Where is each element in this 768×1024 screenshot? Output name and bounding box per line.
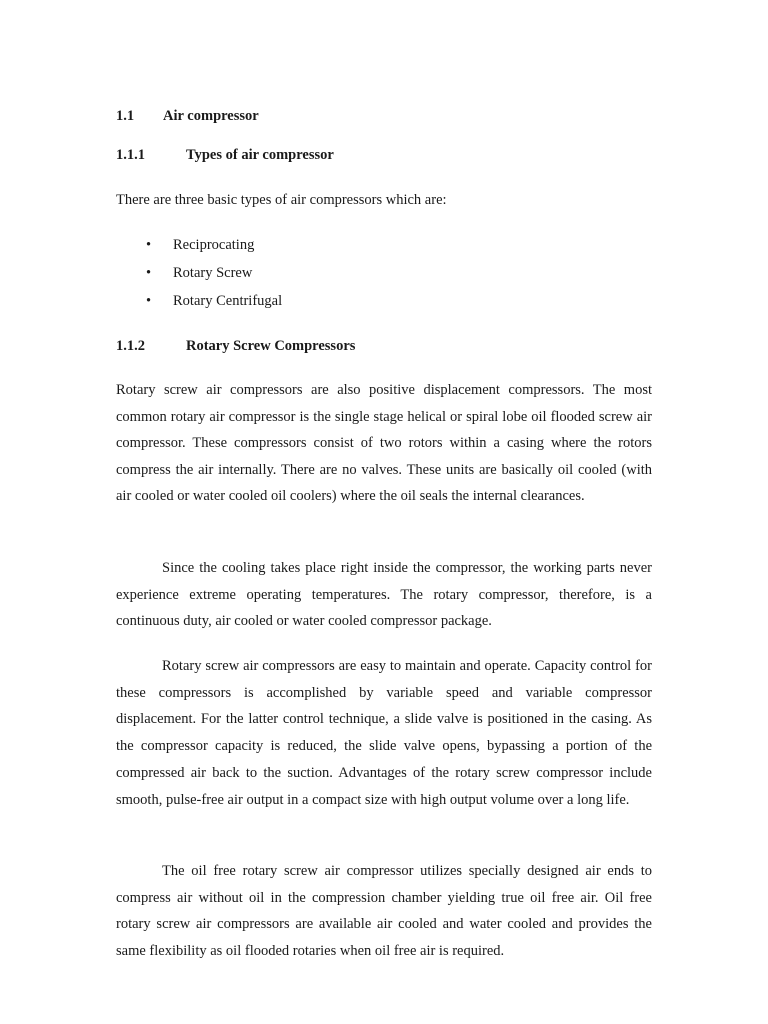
body-paragraph: Since the cooling takes place right inside the compressor, the working parts never experience extreme operating temperatures. The rotary compressor, therefore, is a continuous duty, air cooled or water cooled compressor package. (116, 560, 652, 629)
body-paragraph: Rotary screw air compressors are also positive displacement compressors. The most common rotary air compressor is the single stage helical or spiral lobe oil flooded screw air compressor. These compressors consist of two rotors within a casing where the rotors compress the air internally. There are no valves. These units are basically oil cooled (with air cooled or water cooled oil coolers) where the oil seals the internal clearances. (116, 382, 652, 504)
bullet-icon: • (146, 237, 152, 253)
subsection-heading-types (116, 146, 334, 164)
bullet-icon: • (146, 265, 152, 281)
section-number: 1.1 (116, 108, 135, 124)
section-heading (116, 107, 259, 125)
list-item: • Rotary Centrifugal (146, 293, 283, 309)
subsection-title: Rotary Screw Compressors (186, 338, 356, 354)
section-title: Air compressor (163, 108, 259, 124)
subsection-number: 1.1.1 (116, 147, 145, 163)
list-item: • Reciprocating (146, 237, 255, 253)
body-paragraph: Rotary screw air compressors are easy to maintain and operate. Capacity control for these compressors is accomplished by variable speed and variable compressor displacement. For the latter control technique, a slide valve is positioned in the casing. As the compressor capacity is reduced, the slide valve opens, bypassing a portion of the compressed air back to the suction. Advantages of the rotary screw compressor include smooth, pulse-free air output in a compact size with high output volume over a long life. (116, 658, 652, 808)
subsection-number: 1.1.2 (116, 338, 145, 354)
subsection-heading-rotary (116, 337, 355, 355)
compressor-types-list (146, 236, 282, 320)
body-paragraph: The oil free rotary screw air compressor utilizes specially designed air ends to compress air without oil in the compression chamber yielding true oil free air. Oil free rotary screw air compressors are available air cooled and water cooled and provides the same flexibility as oil flooded rotaries when oil free air is required. (116, 863, 652, 960)
list-item: • Rotary Screw (146, 265, 253, 281)
bullet-icon: • (146, 293, 152, 309)
subsection-title: Types of air compressor (186, 147, 334, 163)
intro-paragraph: There are three basic types of air compressors which are: (116, 192, 447, 208)
